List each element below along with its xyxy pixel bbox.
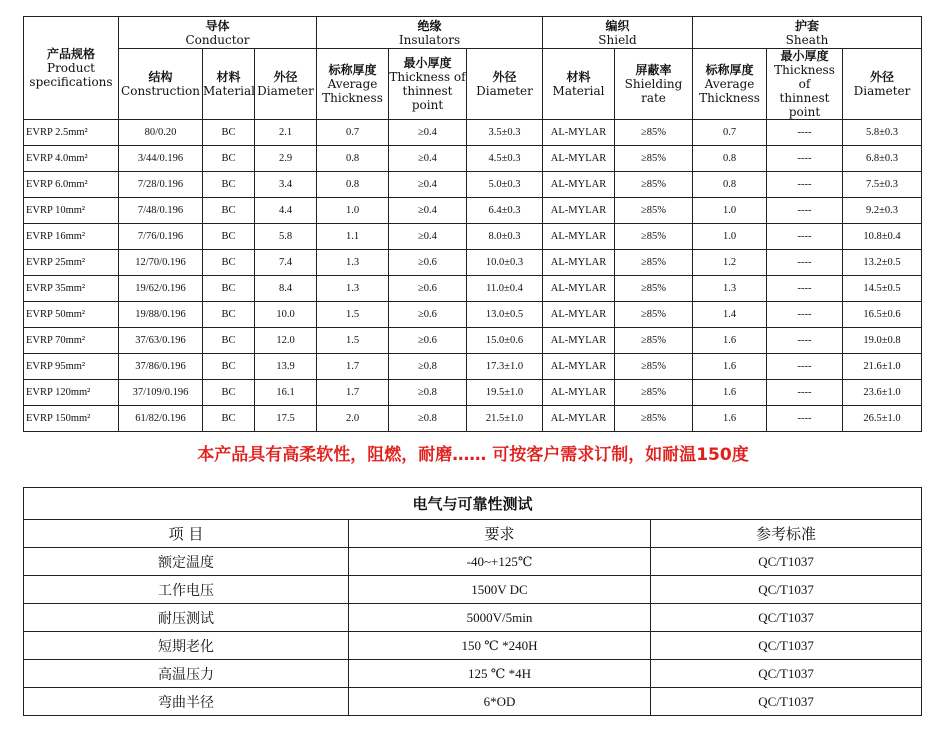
insulation-min-thickness-cell: ≥0.6 xyxy=(389,250,467,276)
test-standard-cell: QC/T1037 xyxy=(651,548,922,576)
shielding-rate-cell: ≥85% xyxy=(615,328,693,354)
test-table-body xyxy=(24,488,922,716)
insulation-diameter-cell: 11.0±0.4 xyxy=(467,276,543,302)
shielding-rate-cell: ≥85% xyxy=(615,354,693,380)
shielding-rate-cell: ≥85% xyxy=(615,198,693,224)
sheath-avg-thickness-cell: 1.0 xyxy=(693,224,767,250)
product-spec-cell: EVRP 6.0mm² xyxy=(24,172,119,198)
insulation-avg-thickness-cell: 1.7 xyxy=(317,354,389,380)
shielding-rate-cell: ≥85% xyxy=(615,120,693,146)
construction-cell: 19/88/0.196 xyxy=(119,302,203,328)
spec-table-body xyxy=(24,120,922,432)
insulation-avg-thickness-cell: 1.3 xyxy=(317,276,389,302)
sheath-diameter-cell: 5.8±0.3 xyxy=(843,120,922,146)
test-requirement-cell: 5000V/5min xyxy=(349,604,651,632)
sheath-min-thickness-cell: ---- xyxy=(767,302,843,328)
table-row xyxy=(24,276,922,302)
product-spec-cell: EVRP 10mm² xyxy=(24,198,119,224)
shield-header: 编织 Shield xyxy=(543,17,693,49)
shield-material-cell: AL-MYLAR xyxy=(543,172,615,198)
shielding-rate-cell: ≥85% xyxy=(615,380,693,406)
insulation-min-thickness-cell: ≥0.4 xyxy=(389,172,467,198)
sheath-avg-thickness-cell: 0.8 xyxy=(693,146,767,172)
conductor-diameter-cell: 10.0 xyxy=(255,302,317,328)
insulation-diameter-cell: 6.4±0.3 xyxy=(467,198,543,224)
conductor-material-cell: BC xyxy=(203,276,255,302)
sheath-avg-thickness-cell: 1.6 xyxy=(693,354,767,380)
shield-material-cell: AL-MYLAR xyxy=(543,224,615,250)
insulation-min-thickness-cell: ≥0.8 xyxy=(389,380,467,406)
shielding-rate-cell: ≥85% xyxy=(615,146,693,172)
insulation-min-thickness-cell: ≥0.6 xyxy=(389,302,467,328)
sheath-min-thickness-cell: ---- xyxy=(767,250,843,276)
product-spec-cell: EVRP 50mm² xyxy=(24,302,119,328)
product-spec-cell: EVRP 150mm² xyxy=(24,406,119,432)
sheath-avg-thickness-cell: 1.6 xyxy=(693,380,767,406)
sheath-avg-thickness-cell: 0.7 xyxy=(693,120,767,146)
sheath-diameter-cell: 23.6±1.0 xyxy=(843,380,922,406)
construction-cell: 37/86/0.196 xyxy=(119,354,203,380)
sheath-avg-thickness-header: 标称厚度 Average Thickness xyxy=(693,49,767,120)
conductor-diameter-cell: 8.4 xyxy=(255,276,317,302)
sheath-diameter-cell: 19.0±0.8 xyxy=(843,328,922,354)
conductor-material-cell: BC xyxy=(203,198,255,224)
test-standard-cell: QC/T1037 xyxy=(651,576,922,604)
sheath-diameter-cell: 10.8±0.4 xyxy=(843,224,922,250)
diameter-header: 外径 Diameter xyxy=(255,49,317,120)
sheath-avg-thickness-cell: 1.6 xyxy=(693,328,767,354)
sheath-min-thickness-cell: ---- xyxy=(767,406,843,432)
table-row xyxy=(24,120,922,146)
insulation-avg-thickness-cell: 1.5 xyxy=(317,302,389,328)
conductor-material-cell: BC xyxy=(203,380,255,406)
insulation-avg-thickness-cell: 0.8 xyxy=(317,146,389,172)
test-item-cell: 短期老化 xyxy=(24,632,349,660)
conductor-diameter-cell: 3.4 xyxy=(255,172,317,198)
shield-material-cell: AL-MYLAR xyxy=(543,276,615,302)
sheath-min-thickness-cell: ---- xyxy=(767,120,843,146)
construction-cell: 3/44/0.196 xyxy=(119,146,203,172)
insulators-header: 绝缘 Insulators xyxy=(317,17,543,49)
test-table-title: 电气与可靠性测试 xyxy=(24,488,922,520)
conductor-material-cell: BC xyxy=(203,250,255,276)
test-standard-cell: QC/T1037 xyxy=(651,660,922,688)
avg-thickness-header: 标称厚度 Average Thickness xyxy=(317,49,389,120)
insulation-diameter-cell: 3.5±0.3 xyxy=(467,120,543,146)
insulation-avg-thickness-cell: 1.1 xyxy=(317,224,389,250)
conductor-material-cell: BC xyxy=(203,224,255,250)
insulation-avg-thickness-cell: 0.7 xyxy=(317,120,389,146)
insulation-min-thickness-cell: ≥0.4 xyxy=(389,198,467,224)
conductor-diameter-cell: 16.1 xyxy=(255,380,317,406)
conductor-material-cell: BC xyxy=(203,172,255,198)
sheath-diameter-cell: 21.6±1.0 xyxy=(843,354,922,380)
insulation-diameter-cell: 4.5±0.3 xyxy=(467,146,543,172)
feature-note: 本产品具有高柔软性，阻燃，耐磨…… 可按客户需求订制，如耐温150度 xyxy=(197,445,749,465)
sheath-min-thickness-header: 最小厚度 Thickness of thinnest point xyxy=(767,49,843,120)
conductor-material-cell: BC xyxy=(203,302,255,328)
insulation-diameter-cell: 8.0±0.3 xyxy=(467,224,543,250)
sheath-avg-thickness-cell: 0.8 xyxy=(693,172,767,198)
insulation-avg-thickness-cell: 1.5 xyxy=(317,328,389,354)
sheath-min-thickness-cell: ---- xyxy=(767,198,843,224)
sheath-min-thickness-cell: ---- xyxy=(767,224,843,250)
test-standard-cell: QC/T1037 xyxy=(651,688,922,716)
test-requirement-cell: 6*OD xyxy=(349,688,651,716)
shielding-rate-cell: ≥85% xyxy=(615,276,693,302)
insulation-avg-thickness-cell: 2.0 xyxy=(317,406,389,432)
table-row xyxy=(24,354,922,380)
conductor-material-cell: BC xyxy=(203,146,255,172)
test-requirement-cell: 1500V DC xyxy=(349,576,651,604)
product-spec-cell: EVRP 95mm² xyxy=(24,354,119,380)
insulation-min-thickness-cell: ≥0.4 xyxy=(389,120,467,146)
sheath-min-thickness-cell: ---- xyxy=(767,172,843,198)
shield-material-cell: AL-MYLAR xyxy=(543,198,615,224)
construction-cell: 80/0.20 xyxy=(119,120,203,146)
test-requirement-cell: -40~+125℃ xyxy=(349,548,651,576)
conductor-material-cell: BC xyxy=(203,120,255,146)
product-spec-cell: EVRP 120mm² xyxy=(24,380,119,406)
shielding-rate-cell: ≥85% xyxy=(615,250,693,276)
insulation-min-thickness-cell: ≥0.6 xyxy=(389,276,467,302)
test-standard-cell: QC/T1037 xyxy=(651,604,922,632)
sheath-min-thickness-cell: ---- xyxy=(767,354,843,380)
conductor-diameter-cell: 2.1 xyxy=(255,120,317,146)
sheath-diameter-cell: 6.8±0.3 xyxy=(843,146,922,172)
table-row xyxy=(24,302,922,328)
product-spec-cell: EVRP 35mm² xyxy=(24,276,119,302)
test-item-cell: 耐压测试 xyxy=(24,604,349,632)
shield-material-cell: AL-MYLAR xyxy=(543,302,615,328)
insulation-diameter-cell: 15.0±0.6 xyxy=(467,328,543,354)
test-requirement-cell: 150 ℃ *240H xyxy=(349,632,651,660)
sheath-avg-thickness-cell: 1.3 xyxy=(693,276,767,302)
test-item-cell: 弯曲半径 xyxy=(24,688,349,716)
product-spec-cell: EVRP 4.0mm² xyxy=(24,146,119,172)
shielding-rate-cell: ≥85% xyxy=(615,172,693,198)
shielding-rate-cell: ≥85% xyxy=(615,224,693,250)
construction-cell: 7/48/0.196 xyxy=(119,198,203,224)
insulation-diameter-cell: 5.0±0.3 xyxy=(467,172,543,198)
construction-cell: 12/70/0.196 xyxy=(119,250,203,276)
spec-table xyxy=(23,16,922,432)
insulation-avg-thickness-cell: 1.0 xyxy=(317,198,389,224)
table-row xyxy=(24,380,922,406)
insulation-diameter-cell: 17.3±1.0 xyxy=(467,354,543,380)
shield-material-cell: AL-MYLAR xyxy=(543,354,615,380)
insulation-diameter-cell: 21.5±1.0 xyxy=(467,406,543,432)
conductor-material-cell: BC xyxy=(203,354,255,380)
sheath-diameter-cell: 13.2±0.5 xyxy=(843,250,922,276)
insulation-avg-thickness-cell: 0.8 xyxy=(317,172,389,198)
shield-material-cell: AL-MYLAR xyxy=(543,328,615,354)
sheath-avg-thickness-cell: 1.0 xyxy=(693,198,767,224)
construction-cell: 61/82/0.196 xyxy=(119,406,203,432)
construction-header: 结构 Construction xyxy=(119,49,203,120)
product-spec-cell: EVRP 2.5mm² xyxy=(24,120,119,146)
table-row xyxy=(24,406,922,432)
shielding-rate-cell: ≥85% xyxy=(615,302,693,328)
conductor-header: 导体 Conductor xyxy=(119,17,317,49)
sheath-min-thickness-cell: ---- xyxy=(767,328,843,354)
insulation-min-thickness-cell: ≥0.4 xyxy=(389,224,467,250)
test-item-cell: 额定温度 xyxy=(24,548,349,576)
sheath-min-thickness-cell: ---- xyxy=(767,380,843,406)
test-item-header: 项 目 xyxy=(24,520,349,548)
conductor-diameter-cell: 5.8 xyxy=(255,224,317,250)
test-item-cell: 高温压力 xyxy=(24,660,349,688)
material-header: 材料 Material xyxy=(203,49,255,120)
product-spec-cell: EVRP 16mm² xyxy=(24,224,119,250)
shielding-rate-header: 屏蔽率 Shielding rate xyxy=(615,49,693,120)
construction-cell: 7/28/0.196 xyxy=(119,172,203,198)
product-spec-header: 产品规格 Product specifications xyxy=(24,17,119,120)
construction-cell: 19/62/0.196 xyxy=(119,276,203,302)
product-spec-cell: EVRP 70mm² xyxy=(24,328,119,354)
test-standard-header: 参考标准 xyxy=(651,520,922,548)
sheath-header: 护套 Sheath xyxy=(693,17,922,49)
insulation-min-thickness-cell: ≥0.6 xyxy=(389,328,467,354)
table-row xyxy=(24,548,922,576)
sheath-min-thickness-cell: ---- xyxy=(767,276,843,302)
conductor-diameter-cell: 4.4 xyxy=(255,198,317,224)
construction-cell: 7/76/0.196 xyxy=(119,224,203,250)
construction-cell: 37/63/0.196 xyxy=(119,328,203,354)
shield-material-cell: AL-MYLAR xyxy=(543,146,615,172)
insulation-min-thickness-cell: ≥0.8 xyxy=(389,406,467,432)
insulation-diameter-cell: 13.0±0.5 xyxy=(467,302,543,328)
insulation-diameter-cell: 10.0±0.3 xyxy=(467,250,543,276)
sheath-diameter-header: 外径 Diameter xyxy=(843,49,922,120)
sheath-avg-thickness-cell: 1.2 xyxy=(693,250,767,276)
sheath-diameter-cell: 16.5±0.6 xyxy=(843,302,922,328)
table-row xyxy=(24,660,922,688)
table-row xyxy=(24,146,922,172)
conductor-diameter-cell: 13.9 xyxy=(255,354,317,380)
table-row xyxy=(24,328,922,354)
table-row xyxy=(24,198,922,224)
table-row xyxy=(24,604,922,632)
sheath-diameter-cell: 14.5±0.5 xyxy=(843,276,922,302)
conductor-diameter-cell: 17.5 xyxy=(255,406,317,432)
insulation-min-thickness-cell: ≥0.8 xyxy=(389,354,467,380)
table-row xyxy=(24,172,922,198)
conductor-material-cell: BC xyxy=(203,328,255,354)
insulation-avg-thickness-cell: 1.3 xyxy=(317,250,389,276)
sheath-diameter-cell: 26.5±1.0 xyxy=(843,406,922,432)
table-row xyxy=(24,224,922,250)
conductor-diameter-cell: 12.0 xyxy=(255,328,317,354)
shielding-rate-cell: ≥85% xyxy=(615,406,693,432)
sheath-avg-thickness-cell: 1.4 xyxy=(693,302,767,328)
shield-material-cell: AL-MYLAR xyxy=(543,250,615,276)
table-row xyxy=(24,632,922,660)
table-row xyxy=(24,250,922,276)
insulation-min-thickness-cell: ≥0.4 xyxy=(389,146,467,172)
shield-material-cell: AL-MYLAR xyxy=(543,406,615,432)
table-row xyxy=(24,688,922,716)
test-item-cell: 工作电压 xyxy=(24,576,349,604)
conductor-diameter-cell: 2.9 xyxy=(255,146,317,172)
sheath-min-thickness-cell: ---- xyxy=(767,146,843,172)
min-thickness-header: 最小厚度 Thickness of thinnest point xyxy=(389,49,467,120)
insulation-diameter-cell: 19.5±1.0 xyxy=(467,380,543,406)
test-requirement-cell: 125 ℃ *4H xyxy=(349,660,651,688)
insulation-avg-thickness-cell: 1.7 xyxy=(317,380,389,406)
conductor-material-cell: BC xyxy=(203,406,255,432)
shield-material-header: 材料 Material xyxy=(543,49,615,120)
conductor-diameter-cell: 7.4 xyxy=(255,250,317,276)
product-spec-cell: EVRP 25mm² xyxy=(24,250,119,276)
sheath-avg-thickness-cell: 1.6 xyxy=(693,406,767,432)
test-table xyxy=(23,487,922,716)
test-standard-cell: QC/T1037 xyxy=(651,632,922,660)
table-row xyxy=(24,576,922,604)
construction-cell: 37/109/0.196 xyxy=(119,380,203,406)
insulator-diameter-header: 外径 Diameter xyxy=(467,49,543,120)
sheath-diameter-cell: 7.5±0.3 xyxy=(843,172,922,198)
shield-material-cell: AL-MYLAR xyxy=(543,380,615,406)
sheath-diameter-cell: 9.2±0.3 xyxy=(843,198,922,224)
shield-material-cell: AL-MYLAR xyxy=(543,120,615,146)
test-requirement-header: 要求 xyxy=(349,520,651,548)
